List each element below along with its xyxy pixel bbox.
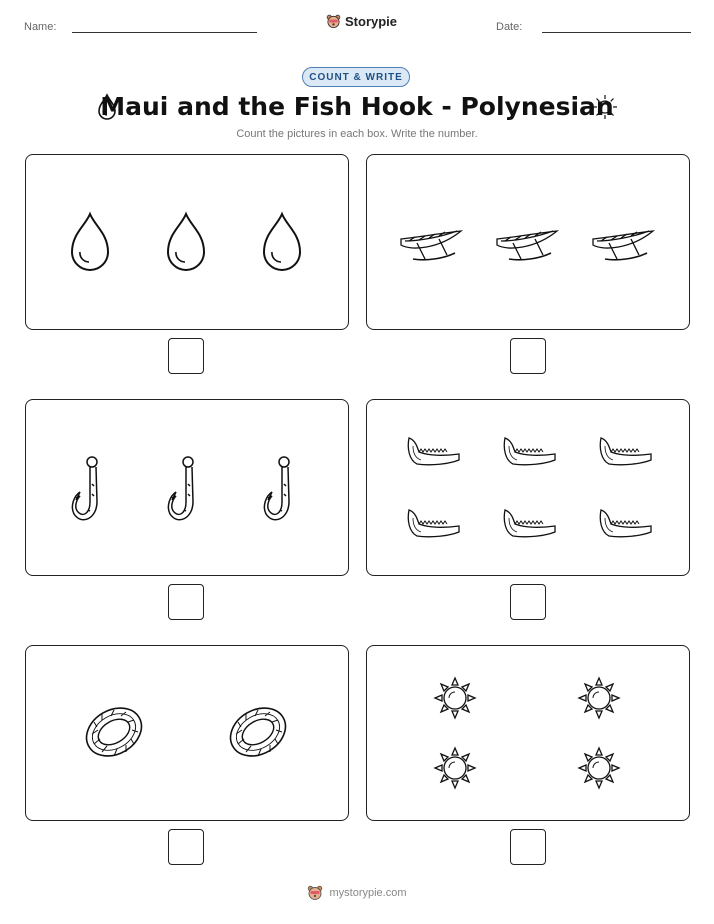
count-box-suns	[366, 645, 690, 821]
count-box-jawbones	[366, 399, 690, 576]
date-label: Date:	[496, 21, 523, 33]
outrigger-canoe-icon	[497, 231, 557, 260]
jawbone-icon	[600, 438, 651, 465]
count-box-canoes	[366, 154, 690, 330]
braided-rope-ring-icon	[78, 698, 150, 765]
answer-box-6[interactable]	[510, 829, 546, 865]
sun-icon	[579, 678, 619, 718]
sun-icon	[435, 748, 475, 788]
bear-mascot-icon	[307, 885, 323, 901]
jawbone-icon	[408, 438, 459, 465]
answer-box-2[interactable]	[510, 338, 546, 374]
name-label: Name:	[24, 21, 57, 33]
footer	[0, 885, 714, 901]
jawbone-icon	[504, 438, 555, 465]
name-line[interactable]	[72, 32, 257, 33]
sun-icon	[579, 748, 619, 788]
count-box-hooks	[25, 399, 349, 576]
sun-icon	[591, 93, 619, 121]
fish-hook-icon	[72, 457, 97, 520]
bear-mascot-icon	[326, 14, 341, 29]
instructions: Count the pictures in each box. Write the number.	[236, 128, 478, 140]
count-box-drops	[25, 154, 349, 330]
jawbone-icon	[408, 510, 459, 537]
answer-box-5[interactable]	[168, 829, 204, 865]
water-drop-icon	[168, 214, 204, 270]
answer-box-4[interactable]	[510, 584, 546, 620]
date-line[interactable]	[542, 32, 691, 33]
water-drop-icon	[72, 214, 108, 270]
sun-icon	[435, 678, 475, 718]
answer-box-1[interactable]	[168, 338, 204, 374]
outrigger-canoe-icon	[593, 231, 653, 260]
page-title: Maui and the Fish Hook - Polynesian	[100, 92, 614, 121]
answer-box-3[interactable]	[168, 584, 204, 620]
braided-rope-ring-icon	[222, 698, 294, 765]
outrigger-canoe-icon	[401, 231, 461, 260]
brand-logo	[326, 14, 397, 29]
fish-hook-icon	[264, 457, 289, 520]
fish-hook-icon	[168, 457, 193, 520]
water-drop-icon	[264, 214, 300, 270]
jawbone-icon	[600, 510, 651, 537]
activity-badge: COUNT & WRITE	[302, 67, 410, 87]
footer-link[interactable]: mystorypie.com	[329, 887, 407, 899]
count-box-rope-rings	[25, 645, 349, 821]
jawbone-icon	[504, 510, 555, 537]
brand-name: Storypie	[345, 14, 398, 29]
